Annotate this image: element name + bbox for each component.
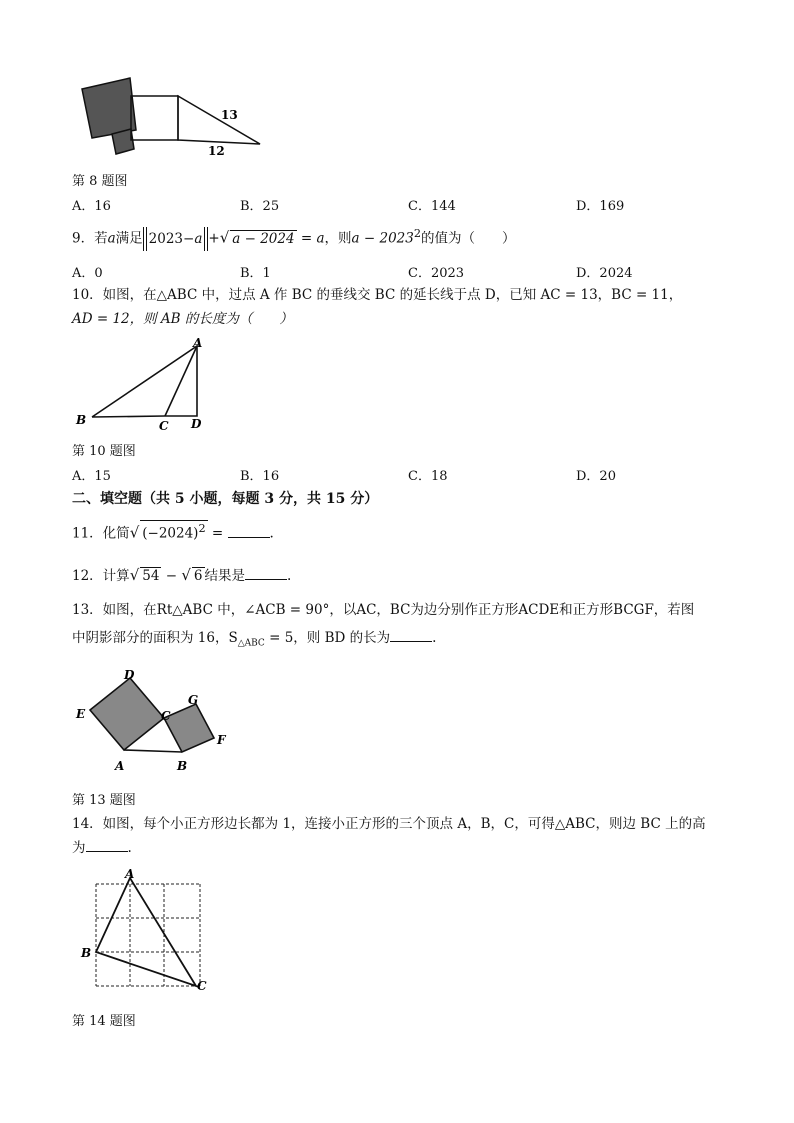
- question-9: 9．若a满足 2023−a +√ a − 2024 = a，则$a - 2023^2$的值为（ ）: [72, 222, 516, 251]
- q10-option-b[interactable]: B．16: [240, 469, 280, 484]
- fig10-label-c: C: [159, 419, 169, 433]
- section-2-heading: 二、填空题（共 5 小题，每题 3 分，共 15 分）: [72, 491, 379, 507]
- question-12: 12．计算√ 54 − √ 6 结果是 .: [72, 566, 292, 584]
- radical-sign-icon: √: [129, 523, 140, 542]
- fig8-middle-square: [131, 96, 178, 140]
- q11-answer-blank[interactable]: [228, 523, 270, 538]
- q13-answer-blank[interactable]: [390, 627, 432, 642]
- q8-option-c[interactable]: C．144: [408, 199, 456, 214]
- q8-option-b[interactable]: B．25: [240, 199, 280, 214]
- q9-option-d[interactable]: D．2024: [576, 266, 633, 281]
- q9-option-a[interactable]: A．0: [72, 266, 103, 281]
- q9-option-b[interactable]: B．1: [240, 266, 271, 281]
- fig13-segment-ab: [124, 750, 182, 752]
- q10-option-d[interactable]: D．20: [576, 469, 616, 484]
- fig10-label-d: D: [191, 417, 202, 431]
- radical-sign-icon: √: [129, 566, 140, 584]
- fig10-label-a: A: [193, 336, 203, 350]
- figure-13: [72, 664, 242, 776]
- figure-10: [72, 334, 212, 434]
- fig14-grid: [96, 884, 200, 986]
- fig8-large-square: [82, 78, 136, 138]
- fig13-label-g: G: [188, 693, 199, 707]
- fig13-square-bcgf: [164, 704, 214, 752]
- q12-answer-blank[interactable]: [245, 565, 287, 580]
- figure-8: [76, 74, 266, 158]
- fig14-label-b: B: [81, 946, 92, 960]
- fig13-label-f: F: [217, 733, 226, 747]
- q14-answer-blank[interactable]: [86, 837, 128, 852]
- fig14-triangle-abc: [96, 878, 196, 986]
- fig13-label-c: C: [161, 709, 171, 723]
- fig14-label-c: C: [197, 979, 207, 993]
- fig14-caption: 第 14 题图: [72, 1014, 136, 1029]
- fig13-label-d: D: [124, 668, 135, 682]
- question-14-line1: 14．如图，每个小正方形边长都为 1，连接小正方形的三个顶点 A，B，C，可得△ABC，则边 BC 上的高: [72, 816, 706, 832]
- q9-option-c[interactable]: C．2023: [408, 266, 465, 281]
- radical-sign-icon: √: [181, 566, 191, 584]
- fig10-caption: 第 10 题图: [72, 444, 136, 459]
- fig8-triangle: [178, 96, 260, 144]
- fig10-label-b: B: [76, 413, 87, 427]
- q10-option-c[interactable]: C．18: [408, 469, 448, 484]
- fig14-label-a: A: [125, 867, 135, 881]
- fig13-square-acde: [90, 678, 164, 750]
- fig13-caption: 第 13 题图: [72, 793, 136, 808]
- question-11: 11．化简√ $(-2024)^2$ = .: [72, 522, 274, 542]
- q8-option-a[interactable]: A．16: [72, 199, 111, 214]
- fig13-label-e: E: [76, 707, 86, 721]
- question-14-line2: 为 .: [72, 836, 132, 860]
- fig8-caption: 第 8 题图: [72, 174, 128, 189]
- fig8-label-13: 13: [221, 108, 238, 122]
- question-10-line1: 10．如图，在△ABC 中，过点 A 作 BC 的垂线交 BC 的延长线于点 D，已知 AC = 13，BC = 11，: [72, 287, 683, 303]
- q8-option-d[interactable]: D．169: [576, 199, 625, 214]
- fig13-label-b: B: [177, 759, 188, 773]
- fig13-label-a: A: [115, 759, 125, 773]
- figure-14: [78, 866, 218, 996]
- q9-abs-outer: 2023−a: [143, 227, 209, 251]
- question-13-line1: 13．如图，在Rt△ABC 中，∠ACB = 90°，以AC，BC为边分别作正方形ACDE和正方形BCGF，若图: [72, 602, 695, 618]
- question-10-line2: AD = 12，则 AB 的长度为（ ）: [72, 311, 293, 327]
- question-13-line2: 中阴影部分的面积为 16，$S_{\triangle ABC} = 5$，则 BD 的长为 .: [72, 626, 436, 656]
- fig8-label-12: 12: [208, 144, 225, 158]
- radical-sign-icon: √: [219, 228, 230, 247]
- q10-option-a[interactable]: A．15: [72, 469, 111, 484]
